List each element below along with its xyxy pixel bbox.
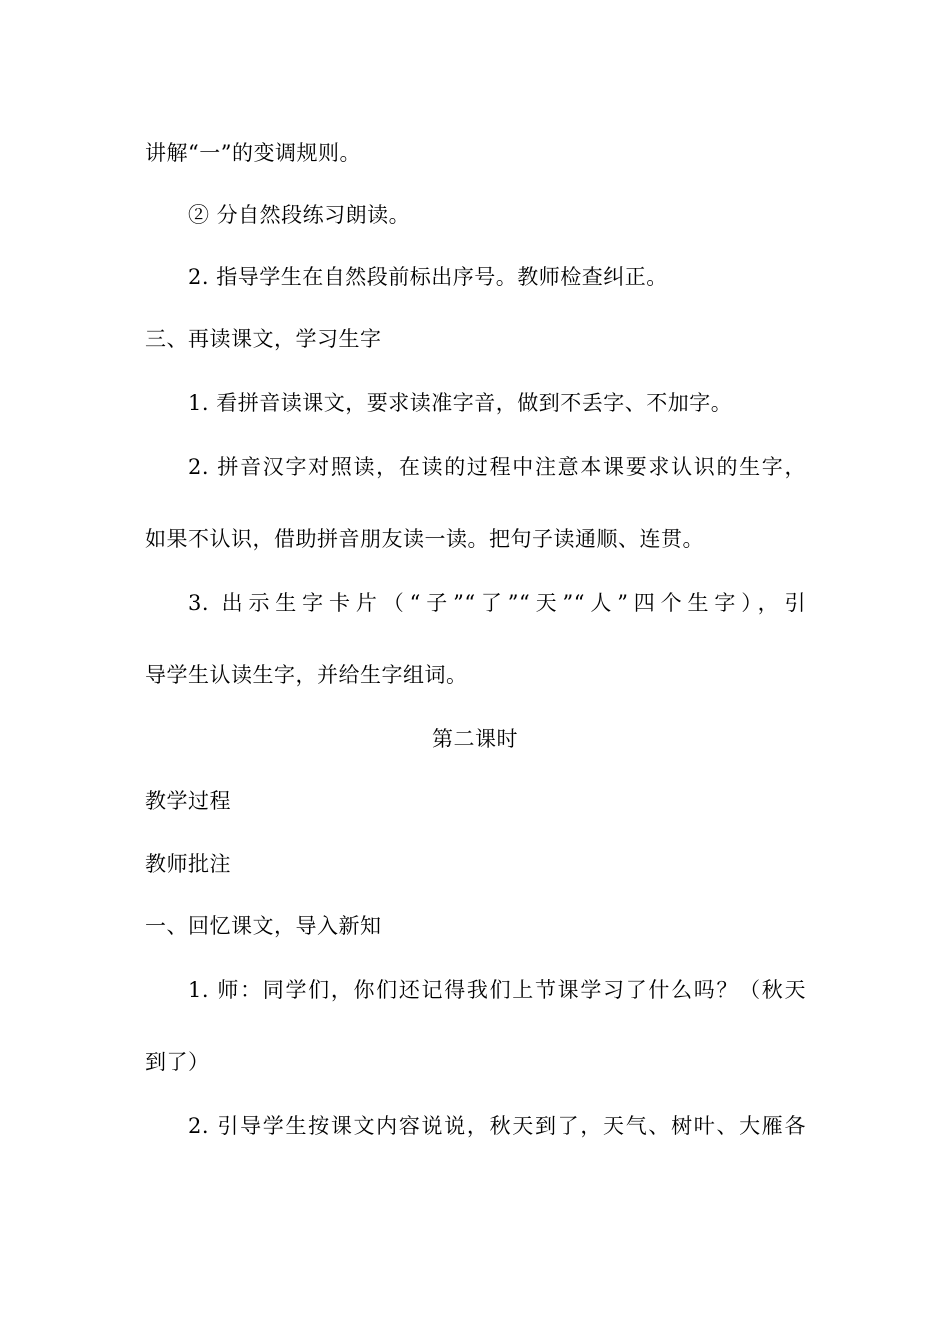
text-line-word-forming: 导学生认读生字，并给生字组词。: [145, 663, 468, 687]
text-line-paragraph-reading: ② 分自然段练习朗读。: [188, 203, 411, 227]
text-line-autumn-arrived: 到了）: [145, 1050, 210, 1074]
section-heading-review: 一、回忆课文，导入新知: [145, 914, 382, 938]
lesson-title: 第二课时: [432, 727, 518, 751]
section-heading-reread: 三、再读课文，学习生字: [145, 327, 382, 351]
text-line-retell-content: 2. 引导学生按课文内容说说，秋天到了，天气、树叶、大雁各: [188, 1114, 806, 1138]
text-line-tone-rule: 讲解“一”的变调规则。: [145, 141, 361, 165]
label-teaching-process: 教学过程: [145, 789, 231, 813]
label-teacher-notes: 教师批注: [145, 852, 231, 876]
text-line-compare-reading: 2. 拼音汉字对照读，在读的过程中注意本课要求认识的生字，: [188, 455, 806, 479]
text-line-mark-numbers: 2. 指导学生在自然段前标出序号。教师检查纠正。: [188, 265, 668, 289]
text-line-teacher-question: 1. 师：同学们，你们还记得我们上节课学习了什么吗？（秋天: [188, 978, 806, 1002]
text-line-pinyin-reading: 1. 看拼音读课文，要求读准字音，做到不丢字、不加字。: [188, 391, 733, 415]
text-line-read-smoothly: 如果不认识，借助拼音朋友读一读。把句子读通顺、连贯。: [145, 527, 704, 551]
text-line-character-cards: 3. 出示生字卡片（“子”“了”“天”“人”四个生字），引: [188, 591, 806, 615]
